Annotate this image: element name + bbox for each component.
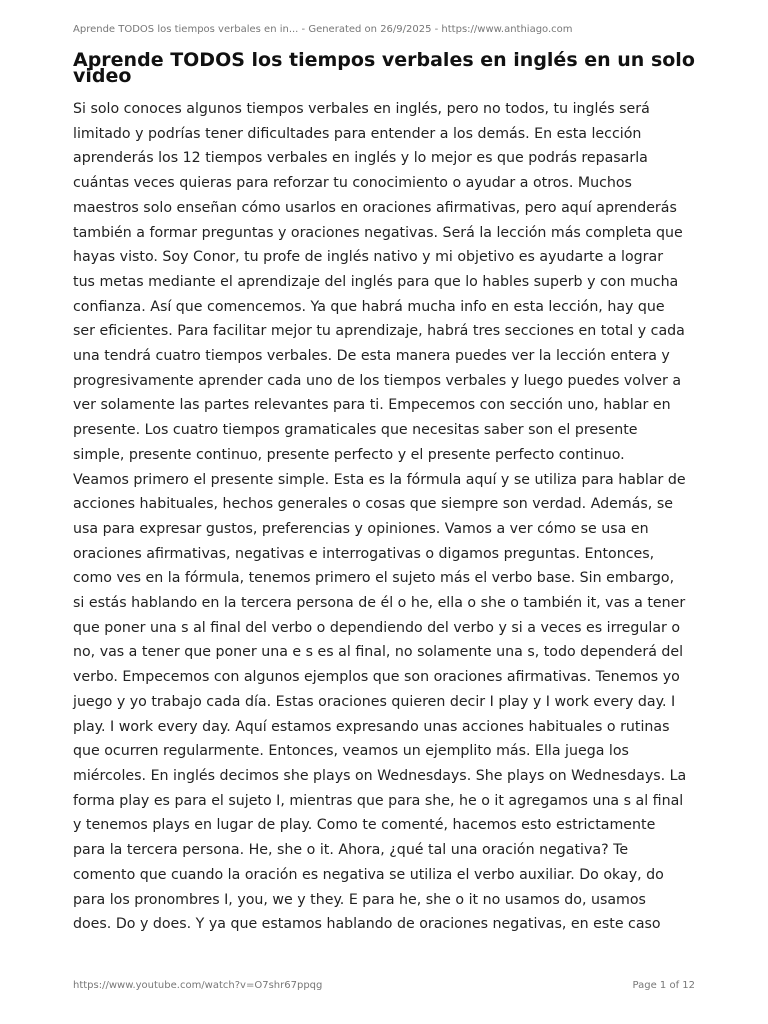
body-line: y tenemos plays en lugar de play. Como te comenté, hacemos esto estrictamente [73, 817, 656, 834]
body-line: play. I work every day. Aquí estamos expresando unas acciones habituales o rutinas [73, 718, 670, 735]
body-line: maestros solo enseñan cómo usarlos en oraciones afirmativas, pero aquí aprenderás [73, 199, 677, 216]
body-line: miércoles. En inglés decimos she plays on Wednesdays. She plays on Wednesdays. La [73, 767, 687, 784]
body-line: aprenderás los 12 tiempos verbales en inglés y lo mejor es que podrás repasarla [73, 150, 648, 167]
body-line: presente. Los cuatro tiempos gramaticales que necesitas saber son el presente [73, 422, 638, 439]
footer-url: https://www.youtube.com/watch?v=O7shr67ppqg [73, 980, 323, 991]
document-title: Aprende TODOS los tiempos verbales en inglés en un solo video [73, 49, 695, 87]
body-line: también a formar preguntas y oraciones negativas. Será la lección más completa que [73, 224, 683, 241]
body-line: hayas visto. Soy Conor, tu profe de inglés nativo y mi objetivo es ayudarte a lograr [73, 249, 664, 266]
body-line: does. Do y does. Y ya que estamos hablando de oraciones negativas, en este caso [73, 916, 661, 933]
body-line: no, vas a tener que poner una e s es al final, no solamente una s, todo dependerá del [73, 644, 684, 661]
body-line: para los pronombres I, you, we y they. E para he, she o it no usamos do, usamos [73, 891, 646, 908]
body-line: confianza. Así que comencemos. Ya que habrá mucha info en esta lección, hay que [73, 298, 665, 315]
body-line: tus metas mediante el aprendizaje del inglés para que lo hables superb y con mucha [73, 273, 679, 290]
body-line: comento que cuando la oración es negativa se utiliza el verbo auxiliar. Do okay, do [73, 866, 664, 883]
body-line: que poner una s al final del verbo o dependiendo del verbo y si a veces es irregular o [73, 619, 681, 636]
body-line: verbo. Empecemos con algunos ejemplos que son oraciones afirmativas. Tenemos yo [73, 669, 680, 686]
body-line: si estás hablando en la tercera persona de él o he, ella o she o también it, vas a tener [73, 595, 686, 612]
page-number: Page 1 of 12 [632, 980, 695, 991]
body-line: limitado y podrías tener dificultades para entender a los demás. En esta lección [73, 125, 642, 142]
body-line: simple, presente continuo, presente perfecto y el presente perfecto continuo. [73, 446, 625, 463]
body-line: que ocurren regularmente. Entonces, veamos un ejemplito más. Ella juega los [73, 743, 629, 760]
body-line: juego y yo trabajo cada día. Estas oraciones quieren decir I play y I work every day. I [73, 693, 676, 710]
body-line: progresivamente aprender cada uno de los tiempos verbales y luego puedes volver a [73, 372, 682, 389]
body-line: ser eficientes. Para facilitar mejor tu aprendizaje, habrá tres secciones en total y cada [73, 323, 685, 340]
body-line: cuántas veces quieras para reforzar tu conocimiento o ayudar a otros. Muchos [73, 175, 632, 192]
document-body [73, 97, 703, 937]
page-header: Aprende TODOS los tiempos verbales en in... - Generated on 26/9/2025 - https://www.anthiago.com [73, 24, 573, 35]
body-line: acciones habituales, hechos generales o cosas que siempre son verdad. Además, se [73, 496, 673, 513]
body-line: para la tercera persona. He, she o it. Ahora, ¿qué tal una oración negativa? Te [73, 842, 629, 859]
body-line: Si solo conoces algunos tiempos verbales en inglés, pero no todos, tu inglés será [73, 101, 650, 117]
body-line: usa para expresar gustos, preferencias y opiniones. Vamos a ver cómo se usa en [73, 520, 649, 537]
body-line: forma play es para el sujeto I, mientras que para she, he o it agregamos una s al final [73, 792, 684, 809]
body-line: ver solamente las partes relevantes para ti. Empecemos con sección uno, hablar en [73, 397, 671, 414]
body-line: como ves en la fórmula, tenemos primero el sujeto más el verbo base. Sin embargo, [73, 570, 675, 587]
body-line: una tendrá cuatro tiempos verbales. De esta manera puedes ver la lección entera y [73, 348, 670, 365]
body-line: Veamos primero el presente simple. Esta es la fórmula aquí y se utiliza para hablar de [73, 471, 686, 488]
body-line: oraciones afirmativas, negativas e interrogativas o digamos preguntas. Entonces, [73, 545, 655, 562]
